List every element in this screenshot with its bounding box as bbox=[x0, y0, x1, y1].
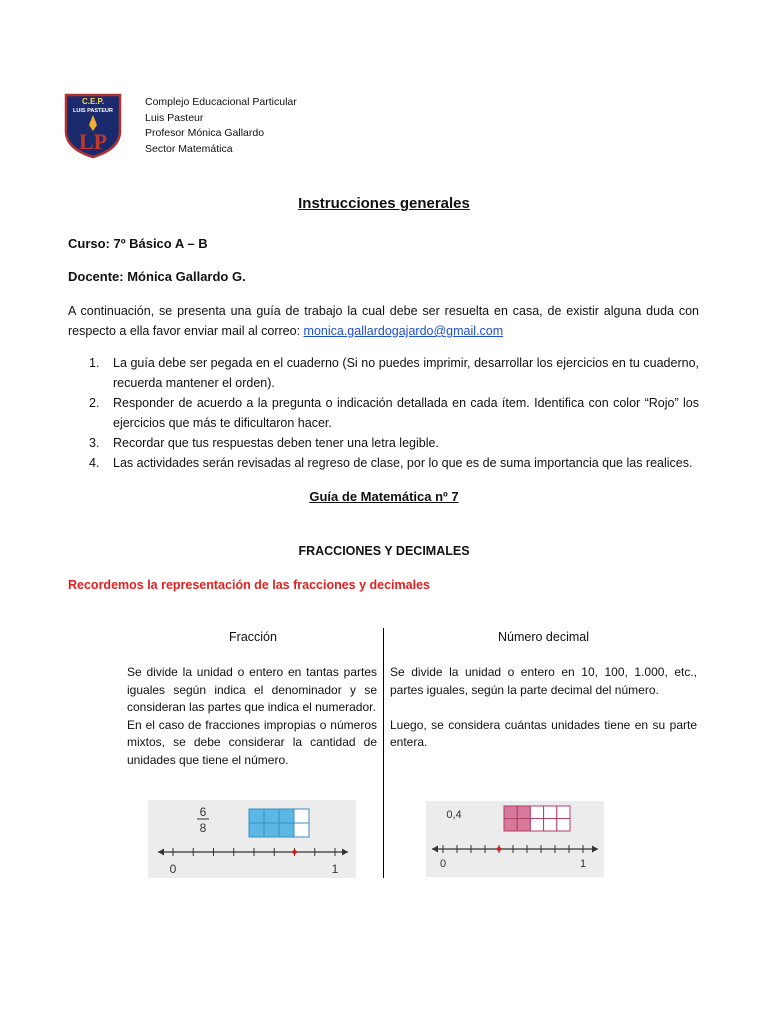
list-item bbox=[68, 453, 699, 473]
school-line: Complejo Educacional Particular bbox=[145, 96, 297, 108]
decimal-grid-cell bbox=[517, 819, 530, 832]
list-item bbox=[68, 393, 699, 433]
decimal-paragraph-1: Se divide la unidad o entero en 10, 100, 1.000, etc., partes iguales, según la parte decimal del número. bbox=[390, 665, 697, 697]
decimal-grid-cell bbox=[530, 819, 543, 832]
fraction-grid-cell bbox=[279, 823, 294, 837]
list-text: Recordar que tus respuestas deben tener una letra legible. bbox=[113, 436, 439, 450]
decimal-grid-cell bbox=[544, 819, 557, 832]
email-link[interactable]: monica.gallardogajardo@gmail.com bbox=[303, 324, 504, 338]
school-logo bbox=[64, 93, 122, 159]
fraction-zero-label: 0 bbox=[169, 862, 177, 876]
logo-ribbon-text: LUIS PASTEUR bbox=[73, 108, 113, 114]
page-title: Instrucciones generales bbox=[298, 195, 470, 212]
fraction-numerator: 6 bbox=[199, 805, 207, 819]
decimal-one-label: 1 bbox=[579, 858, 587, 870]
fraction-grid-cell bbox=[294, 809, 309, 823]
intro-text: A continuación, se presenta una guía de trabajo la cual debe ser resuelta en casa, de existir alguna duda con respecto a ella favor enviar mail al correo: bbox=[68, 304, 699, 338]
fraction-grid-cell bbox=[264, 809, 279, 823]
fraction-grid-cell bbox=[264, 823, 279, 837]
decimal-explanation bbox=[390, 664, 697, 752]
list-number: 1. bbox=[89, 356, 100, 370]
list-text: Responder de acuerdo a la pregunta o indicación detallada en cada ítem. Identifica con color “Rojo” los ejercicios que más te dificultaron hacer. bbox=[113, 396, 699, 430]
teacher-line: Docente: Mónica Gallardo G. bbox=[68, 269, 246, 284]
intro-paragraph bbox=[68, 301, 699, 341]
course-line: Curso: 7º Básico A – B bbox=[68, 236, 208, 251]
decimal-grid-cell bbox=[504, 819, 517, 832]
fraction-figure bbox=[148, 800, 356, 878]
logo-monogram: LP bbox=[78, 129, 108, 154]
fraction-denominator: 8 bbox=[199, 821, 207, 835]
fraction-grid-cell bbox=[249, 823, 264, 837]
fraction-one-label: 1 bbox=[331, 862, 339, 876]
fraction-grid-cell bbox=[249, 809, 264, 823]
school-line: Sector Matemática bbox=[145, 142, 233, 155]
decimal-grid-cell bbox=[557, 806, 570, 819]
fraction-explanation bbox=[127, 664, 377, 769]
decimal-value-label: 0,4 bbox=[446, 809, 462, 821]
fraction-grid bbox=[249, 809, 309, 837]
fraction-heading: Fracción bbox=[229, 630, 277, 644]
column-divider bbox=[383, 628, 384, 878]
fraction-paragraph-1: Se divide la unidad o entero en tantas partes iguales según indica el denominador y se consideran las partes que indica el numerador. bbox=[127, 665, 377, 714]
fraction-grid-cell bbox=[279, 809, 294, 823]
list-text: Las actividades serán revisadas al regreso de clase, por lo que es de suma importancia que las realices. bbox=[113, 456, 693, 470]
decimal-grid-cell bbox=[557, 819, 570, 832]
instructions-list bbox=[68, 353, 699, 473]
list-number: 4. bbox=[89, 456, 100, 470]
decimal-grid-cell bbox=[504, 806, 517, 819]
fraction-paragraph-2: En el caso de fracciones impropias o números mixtos, se debe considerar la cantidad de unidades que tiene el número. bbox=[127, 717, 377, 767]
decimal-figure bbox=[426, 801, 604, 877]
decimal-grid-cell bbox=[530, 806, 543, 819]
recall-heading: Recordemos la representación de las fracciones y decimales bbox=[68, 578, 430, 592]
logo-top-text: C.E.P. bbox=[81, 97, 105, 106]
school-line: Profesor Mónica Gallardo bbox=[145, 127, 265, 139]
school-info bbox=[145, 95, 297, 157]
guide-title: Guía de Matemática nº 7 bbox=[309, 489, 459, 504]
section-title: FRACCIONES Y DECIMALES bbox=[298, 544, 470, 558]
list-item bbox=[68, 353, 699, 393]
decimal-grid bbox=[504, 806, 570, 831]
list-text: La guía debe ser pegada en el cuaderno (Si no puedes imprimir, desarrollar los ejercicios en tu cuaderno, recuerda mantener el orden). bbox=[113, 356, 699, 390]
fraction-grid-cell bbox=[294, 823, 309, 837]
decimal-paragraph-2: Luego, se considera cuántas unidades tiene en su parte entera. bbox=[390, 717, 697, 749]
list-item bbox=[68, 433, 699, 453]
list-number: 3. bbox=[89, 436, 100, 450]
decimal-heading: Número decimal bbox=[497, 630, 589, 644]
decimal-grid-cell bbox=[544, 806, 557, 819]
decimal-zero-label: 0 bbox=[439, 858, 447, 870]
decimal-grid-cell bbox=[517, 806, 530, 819]
list-number: 2. bbox=[89, 396, 100, 410]
school-line: Luis Pasteur bbox=[145, 111, 204, 124]
